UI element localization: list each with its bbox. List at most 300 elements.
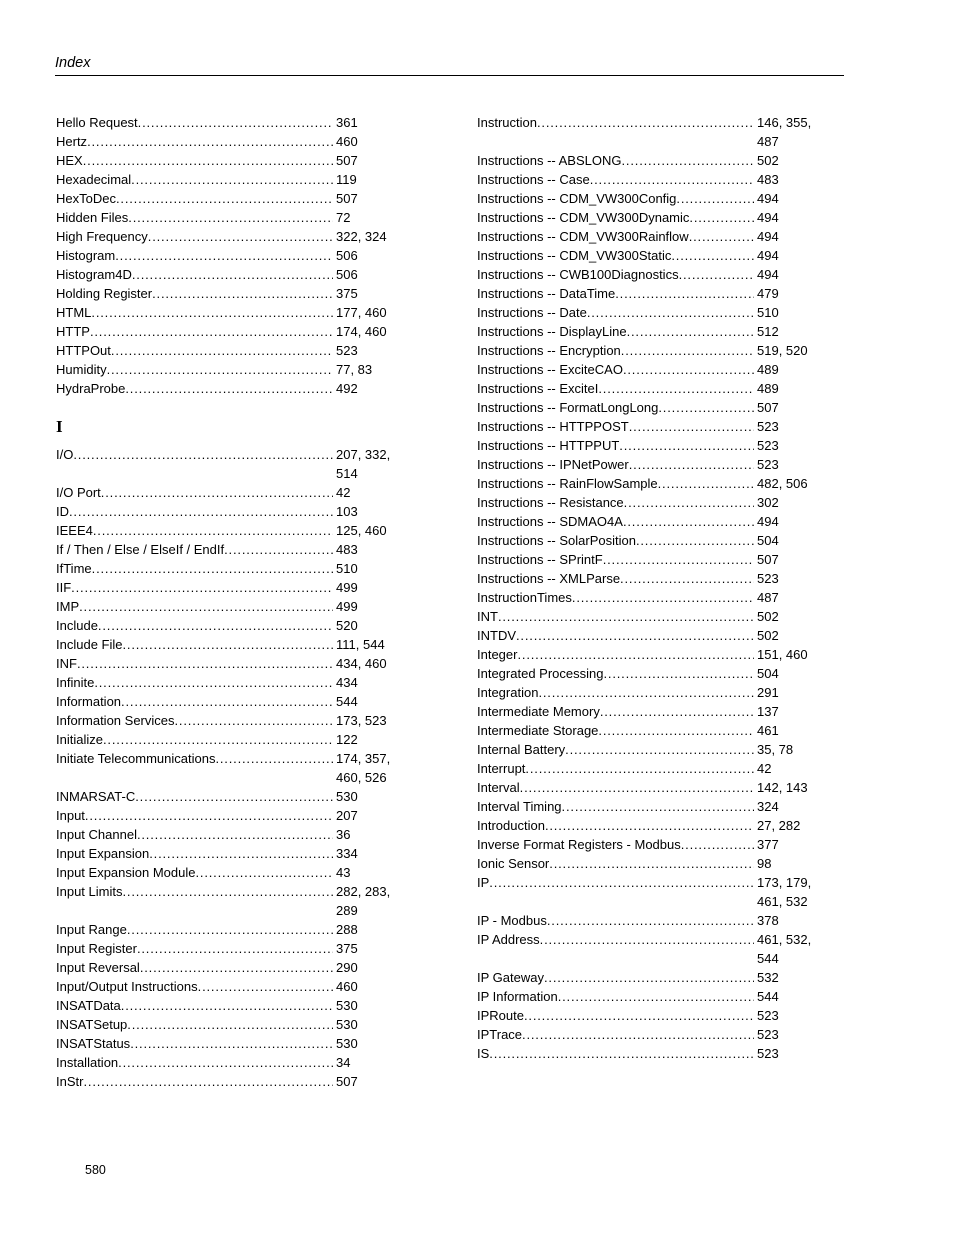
index-entry-pages: 492 <box>336 381 358 396</box>
running-header-title: Index <box>55 55 91 71</box>
index-entry-term-wrap <box>477 816 754 835</box>
index-entry-term: IMP <box>56 599 80 614</box>
index-entry-term: Instructions -- CDM_VW300Dynamic <box>477 210 690 225</box>
dot-leader <box>137 939 333 958</box>
index-entry-pages: 27, 282 <box>757 818 801 833</box>
dot-leader <box>127 1015 333 1034</box>
index-entry-term: Include <box>56 618 98 633</box>
index-entry-pages: 461 <box>757 723 779 738</box>
index-entry <box>56 341 396 360</box>
index-entry-term-wrap <box>56 559 333 578</box>
index-entry <box>477 1044 817 1063</box>
index-entry-pages: 173, 523 <box>336 713 387 728</box>
index-entry-term: Integration <box>477 685 539 700</box>
index-entry-pages: 494 <box>757 191 779 206</box>
dot-leader <box>565 740 754 759</box>
index-entry-pages: 103 <box>336 504 358 519</box>
index-entry-term: Interval <box>477 780 520 795</box>
index-entry-term: Instructions -- SPrintF <box>477 552 603 567</box>
index-entry <box>477 170 817 189</box>
index-entry-term: IfTime <box>56 561 92 576</box>
index-entry <box>477 474 817 493</box>
index-entry <box>56 113 396 132</box>
section-letter: I <box>56 417 63 436</box>
index-entry-term: Instruction <box>477 115 537 130</box>
dot-leader <box>538 683 754 702</box>
dot-leader <box>524 1006 754 1025</box>
index-entry-pages: 98 <box>757 856 772 871</box>
index-entry-term-wrap <box>56 863 333 882</box>
dot-leader <box>98 616 333 635</box>
index-entry-term: I/O <box>56 447 74 462</box>
index-entry <box>477 930 817 968</box>
index-entry-term-wrap <box>477 778 754 797</box>
index-entry-term: Instructions -- XMLParse <box>477 571 621 586</box>
index-entry-term: Instructions -- CWB100Diagnostics <box>477 267 679 282</box>
index-entry-term: HTML <box>56 305 92 320</box>
index-column-right <box>477 113 817 1063</box>
index-entry-term-wrap <box>56 265 333 284</box>
index-entry <box>477 417 817 436</box>
index-entry <box>477 398 817 417</box>
dot-leader <box>681 835 754 854</box>
index-entry-pages: 494 <box>757 229 779 244</box>
index-entry-term-wrap <box>56 958 333 977</box>
index-entry <box>56 787 396 806</box>
index-entry-term-wrap <box>477 645 754 664</box>
index-entry-pages: 288 <box>336 922 358 937</box>
index-entry-term-wrap <box>56 920 333 939</box>
index-entry-term-wrap <box>56 939 333 958</box>
dot-leader <box>83 1072 333 1091</box>
index-entry-term: InstructionTimes <box>477 590 572 605</box>
index-entry-term: Instructions -- RainFlowSample <box>477 476 658 491</box>
index-entry <box>477 284 817 303</box>
index-entry <box>56 483 396 502</box>
index-entry <box>477 322 817 341</box>
dot-leader <box>215 749 333 768</box>
index-entry-term: Hello Request <box>56 115 138 130</box>
dot-leader <box>689 227 754 246</box>
index-entry-term-wrap <box>477 683 754 702</box>
index-entry <box>477 531 817 550</box>
dot-leader <box>520 778 754 797</box>
index-entry <box>477 303 817 322</box>
index-entry-term: Input/Output Instructions <box>56 979 198 994</box>
index-entry-term: IPRoute <box>477 1008 524 1023</box>
index-entry-term: Interval Timing <box>477 799 562 814</box>
index-entry-term-wrap <box>56 303 333 322</box>
dot-leader <box>198 977 333 996</box>
index-entry-term-wrap <box>477 968 754 987</box>
index-entry-pages: 282, 283, 289 <box>336 884 391 918</box>
index-entry-pages: 122 <box>336 732 358 747</box>
dot-leader <box>69 502 333 521</box>
index-entry <box>56 844 396 863</box>
index-entry-pages: 530 <box>336 1017 358 1032</box>
index-entry-term-wrap <box>56 341 333 360</box>
index-entry-pages: 510 <box>757 305 779 320</box>
index-entry-term-wrap <box>477 360 754 379</box>
index-entry <box>56 1072 396 1091</box>
index-entry-term-wrap <box>477 531 754 550</box>
dot-leader <box>598 721 754 740</box>
index-entry-term: IP Information <box>477 989 558 1004</box>
dot-leader <box>525 759 754 778</box>
index-entry-term: IS <box>477 1046 490 1061</box>
index-entry-term-wrap <box>56 787 333 806</box>
index-entry-pages: 532 <box>757 970 779 985</box>
index-entry <box>56 920 396 939</box>
index-entry <box>56 151 396 170</box>
index-entry-pages: 523 <box>757 438 779 453</box>
dot-leader <box>175 711 334 730</box>
index-entry-term: IP - Modbus <box>477 913 547 928</box>
index-entry-term: Instructions -- ABSLONG <box>477 153 622 168</box>
index-entry-pages: 146, 355, 487 <box>757 115 812 149</box>
dot-leader <box>71 578 333 597</box>
index-entry-pages: 494 <box>757 267 779 282</box>
index-entry-term-wrap <box>477 512 754 531</box>
index-entry-term-wrap <box>56 749 333 768</box>
index-entry <box>477 455 817 474</box>
index-entry-pages: 504 <box>757 666 779 681</box>
dot-leader <box>627 322 754 341</box>
index-entry <box>56 996 396 1015</box>
index-entry-term: Instructions -- SolarPosition <box>477 533 636 548</box>
dot-leader <box>622 151 755 170</box>
dot-leader <box>629 455 754 474</box>
index-entry-pages: 494 <box>757 248 779 263</box>
index-entry-term: HexToDec <box>56 191 116 206</box>
index-entry-pages: 378 <box>757 913 779 928</box>
index-entry-term-wrap <box>477 436 754 455</box>
index-entry-pages: 77, 83 <box>336 362 373 377</box>
index-entry-pages: 36 <box>336 827 351 842</box>
dot-leader <box>118 1053 333 1072</box>
index-entry-term: HTTP <box>56 324 90 339</box>
index-entry-term: IIF <box>56 580 72 595</box>
dot-leader <box>116 189 333 208</box>
index-entry-term: Instructions -- CDM_VW300Config <box>477 191 677 206</box>
index-entry-term: Instructions -- IPNetPower <box>477 457 629 472</box>
index-entry <box>56 189 396 208</box>
dot-leader <box>91 303 333 322</box>
dot-leader <box>94 673 333 692</box>
index-entry <box>477 341 817 360</box>
index-entry-term: High Frequency <box>56 229 148 244</box>
index-entry-term-wrap <box>56 844 333 863</box>
dot-leader <box>621 341 754 360</box>
dot-leader <box>85 806 333 825</box>
index-entry-pages: 174, 357, 460, 526 <box>336 751 391 785</box>
index-entry-pages: 507 <box>336 1074 358 1089</box>
index-entry-pages: 523 <box>757 419 779 434</box>
index-entry-term-wrap <box>56 113 333 132</box>
index-entry <box>477 151 817 170</box>
index-entry <box>56 303 396 322</box>
index-entry <box>477 797 817 816</box>
index-entry <box>56 379 396 398</box>
index-entry-term-wrap <box>56 151 333 170</box>
index-entry-term: IPTrace <box>477 1027 523 1042</box>
index-entry <box>477 607 817 626</box>
index-entry-pages: 494 <box>757 210 779 225</box>
index-entry <box>56 1034 396 1053</box>
index-entry-term: Histogram <box>56 248 116 263</box>
index-entry-term: Hertz <box>56 134 88 149</box>
index-entry-term-wrap <box>477 1006 754 1025</box>
index-entry-term: ID <box>56 504 69 519</box>
index-entry <box>477 816 817 835</box>
index-entry <box>477 740 817 759</box>
dot-leader <box>111 341 333 360</box>
index-entry-term: Infinite <box>56 675 95 690</box>
dot-leader <box>107 360 333 379</box>
index-entry-term-wrap <box>477 246 754 265</box>
index-entry-term: Input Reversal <box>56 960 140 975</box>
index-entry-term: Input Expansion Module <box>56 865 196 880</box>
index-entry-term: Instructions -- SDMAO4A <box>477 514 623 529</box>
index-entry-term: I/O Port <box>56 485 101 500</box>
index-entry-term-wrap <box>477 189 754 208</box>
index-entry-term-wrap <box>477 379 754 398</box>
index-entry-pages: 434 <box>336 675 358 690</box>
index-entry <box>477 189 817 208</box>
index-entry <box>56 360 396 379</box>
index-entry-pages: 322, 324 <box>336 229 387 244</box>
index-entry <box>56 597 396 616</box>
index-entry-pages: 111, 544 <box>336 637 385 652</box>
index-entry <box>477 569 817 588</box>
index-entry <box>477 835 817 854</box>
index-entry-term-wrap <box>477 284 754 303</box>
dot-leader <box>636 531 754 550</box>
dot-leader <box>73 445 333 464</box>
index-entry-pages: 520 <box>336 618 358 633</box>
dot-leader <box>629 417 754 436</box>
index-entry-term: Instructions -- FormatLongLong <box>477 400 659 415</box>
index-entry <box>56 616 396 635</box>
index-entry <box>477 873 817 911</box>
index-entry-term-wrap <box>56 616 333 635</box>
index-entry-term: Ionic Sensor <box>477 856 550 871</box>
index-entry-term: Histogram4D <box>56 267 132 282</box>
index-entry <box>56 711 396 730</box>
index-entry-pages: 523 <box>757 457 779 472</box>
dot-leader <box>121 996 333 1015</box>
index-entry-term-wrap <box>56 132 333 151</box>
index-entry <box>477 379 817 398</box>
index-entry-term: Instructions -- CDM_VW300Rainflow <box>477 229 689 244</box>
index-entry-term-wrap <box>56 635 333 654</box>
index-entry-term: Intermediate Storage <box>477 723 599 738</box>
index-entry <box>56 692 396 711</box>
index-entry <box>56 578 396 597</box>
index-entry-pages: 530 <box>336 1036 358 1051</box>
header-rule <box>55 75 844 76</box>
dot-leader <box>92 559 333 578</box>
index-entry-pages: 434, 460 <box>336 656 387 671</box>
index-entry-term: Installation <box>56 1055 119 1070</box>
index-entry-term-wrap <box>56 284 333 303</box>
index-entry-term-wrap <box>477 873 754 892</box>
dot-leader <box>77 654 333 673</box>
index-entry-pages: 512 <box>757 324 779 339</box>
index-entry-pages: 119 <box>336 172 357 187</box>
index-entry-term: Holding Register <box>56 286 153 301</box>
dot-leader <box>540 930 754 949</box>
index-entry-pages: 290 <box>336 960 358 975</box>
index-entry-term: INSATData <box>56 998 121 1013</box>
index-entry-pages: 125, 460 <box>336 523 387 538</box>
index-entry-pages: 42 <box>757 761 772 776</box>
index-entry-pages: 510 <box>336 561 358 576</box>
index-entry-pages: 291 <box>757 685 779 700</box>
index-entry <box>477 968 817 987</box>
index-entry-term: Hexadecimal <box>56 172 132 187</box>
index-entry-term-wrap <box>477 322 754 341</box>
index-entry-pages: 35, 78 <box>757 742 794 757</box>
index-entry-term-wrap <box>477 835 754 854</box>
index-entry <box>477 436 817 455</box>
dot-leader <box>516 626 754 645</box>
index-entry-term: Inverse Format Registers - Modbus <box>477 837 681 852</box>
index-entry <box>477 550 817 569</box>
index-entry-pages: 302 <box>757 495 779 510</box>
index-entry-pages: 489 <box>757 362 779 377</box>
index-entry <box>56 322 396 341</box>
index-entry <box>56 1015 396 1034</box>
page-number: 580 <box>85 1163 106 1177</box>
dot-leader <box>138 113 333 132</box>
index-entry-pages: 174, 460 <box>336 324 387 339</box>
index-entry <box>477 645 817 664</box>
dot-leader <box>619 436 754 455</box>
index-entry-term-wrap <box>56 711 333 730</box>
index-entry <box>477 208 817 227</box>
index-entry-term-wrap <box>477 398 754 417</box>
index-entry <box>56 654 396 673</box>
dot-leader <box>679 265 754 284</box>
index-entry-term: Instructions -- Encryption <box>477 343 621 358</box>
dot-leader <box>83 151 333 170</box>
index-entry-term: Input Expansion <box>56 846 150 861</box>
index-entry-term: Internal Battery <box>477 742 566 757</box>
index-entry <box>477 246 817 265</box>
index-entry-term-wrap <box>56 445 333 464</box>
index-entry-term: INT <box>477 609 498 624</box>
index-entry-term-wrap <box>56 1015 333 1034</box>
index-entry-term-wrap <box>56 597 333 616</box>
dot-leader <box>544 968 754 987</box>
dot-leader <box>689 208 754 227</box>
index-entry-term: HEX <box>56 153 83 168</box>
index-entry-pages: 334 <box>336 846 358 861</box>
index-entry-term-wrap <box>477 151 754 170</box>
index-entry-term-wrap <box>477 1044 754 1063</box>
index-entry-pages: 523 <box>757 1027 779 1042</box>
index-entry-term: Instructions -- ExciteI <box>477 381 599 396</box>
index-entry-term: Intermediate Memory <box>477 704 600 719</box>
dot-leader <box>128 208 333 227</box>
dot-leader <box>623 360 754 379</box>
index-entry-term-wrap <box>477 417 754 436</box>
dot-leader <box>90 322 333 341</box>
index-entry <box>56 730 396 749</box>
dot-leader <box>121 692 333 711</box>
index-entry <box>477 493 817 512</box>
index-entry-term: Interrupt <box>477 761 526 776</box>
index-entry <box>477 626 817 645</box>
dot-leader <box>615 284 754 303</box>
index-entry-term: Integer <box>477 647 518 662</box>
index-entry-term-wrap <box>477 265 754 284</box>
index-entry-pages: 544 <box>757 989 779 1004</box>
index-entry-term: IEEE4 <box>56 523 93 538</box>
index-entry-term: Instructions -- CDM_VW300Static <box>477 248 672 263</box>
index-entry-term-wrap <box>56 1072 333 1091</box>
index-entry <box>477 702 817 721</box>
index-entry-term: INTDV <box>477 628 516 643</box>
dot-leader <box>624 493 754 512</box>
dot-leader <box>590 170 754 189</box>
dot-leader <box>587 303 754 322</box>
index-entry <box>477 664 817 683</box>
index-entry-pages: 504 <box>757 533 779 548</box>
index-entry <box>56 1053 396 1072</box>
index-entry-term-wrap <box>477 797 754 816</box>
dot-leader <box>547 911 754 930</box>
index-entry-term-wrap <box>477 569 754 588</box>
index-entry-term: Instructions -- ExciteCAO <box>477 362 623 377</box>
dot-leader <box>600 702 754 721</box>
index-entry-term: If / Then / Else / ElseIf / EndIf <box>56 542 225 557</box>
index-entry-term-wrap <box>56 322 333 341</box>
dot-leader <box>498 607 754 626</box>
index-entry-pages: 375 <box>336 286 358 301</box>
dot-leader <box>149 844 333 863</box>
dot-leader <box>549 854 754 873</box>
index-entry-pages: 482, 506 <box>757 476 808 491</box>
dot-leader <box>122 882 333 901</box>
index-entry-pages: 544 <box>336 694 358 709</box>
index-entry-term: Information Services <box>56 713 175 728</box>
index-entry-term-wrap <box>477 911 754 930</box>
index-entry-term-wrap <box>56 227 333 246</box>
index-entry-pages: 43 <box>336 865 351 880</box>
index-entry-term-wrap <box>56 578 333 597</box>
index-entry <box>56 749 396 787</box>
index-entry <box>56 540 396 559</box>
dot-leader <box>620 569 754 588</box>
index-entry-term-wrap <box>477 588 754 607</box>
index-entry-pages: 483 <box>757 172 779 187</box>
dot-leader <box>140 958 333 977</box>
dot-leader <box>135 787 333 806</box>
index-entry <box>477 987 817 1006</box>
index-entry-pages: 361 <box>336 115 358 130</box>
index-entry-pages: 173, 179, 461, 532 <box>757 875 812 909</box>
index-entry-term-wrap <box>477 493 754 512</box>
dot-leader <box>676 189 754 208</box>
index-entry-term-wrap <box>477 341 754 360</box>
index-entry-term-wrap <box>477 550 754 569</box>
index-entry-term: Instructions -- Resistance <box>477 495 624 510</box>
index-entry-term: Humidity <box>56 362 107 377</box>
index-entry-pages: 34 <box>336 1055 351 1070</box>
index-entry-term-wrap <box>56 996 333 1015</box>
